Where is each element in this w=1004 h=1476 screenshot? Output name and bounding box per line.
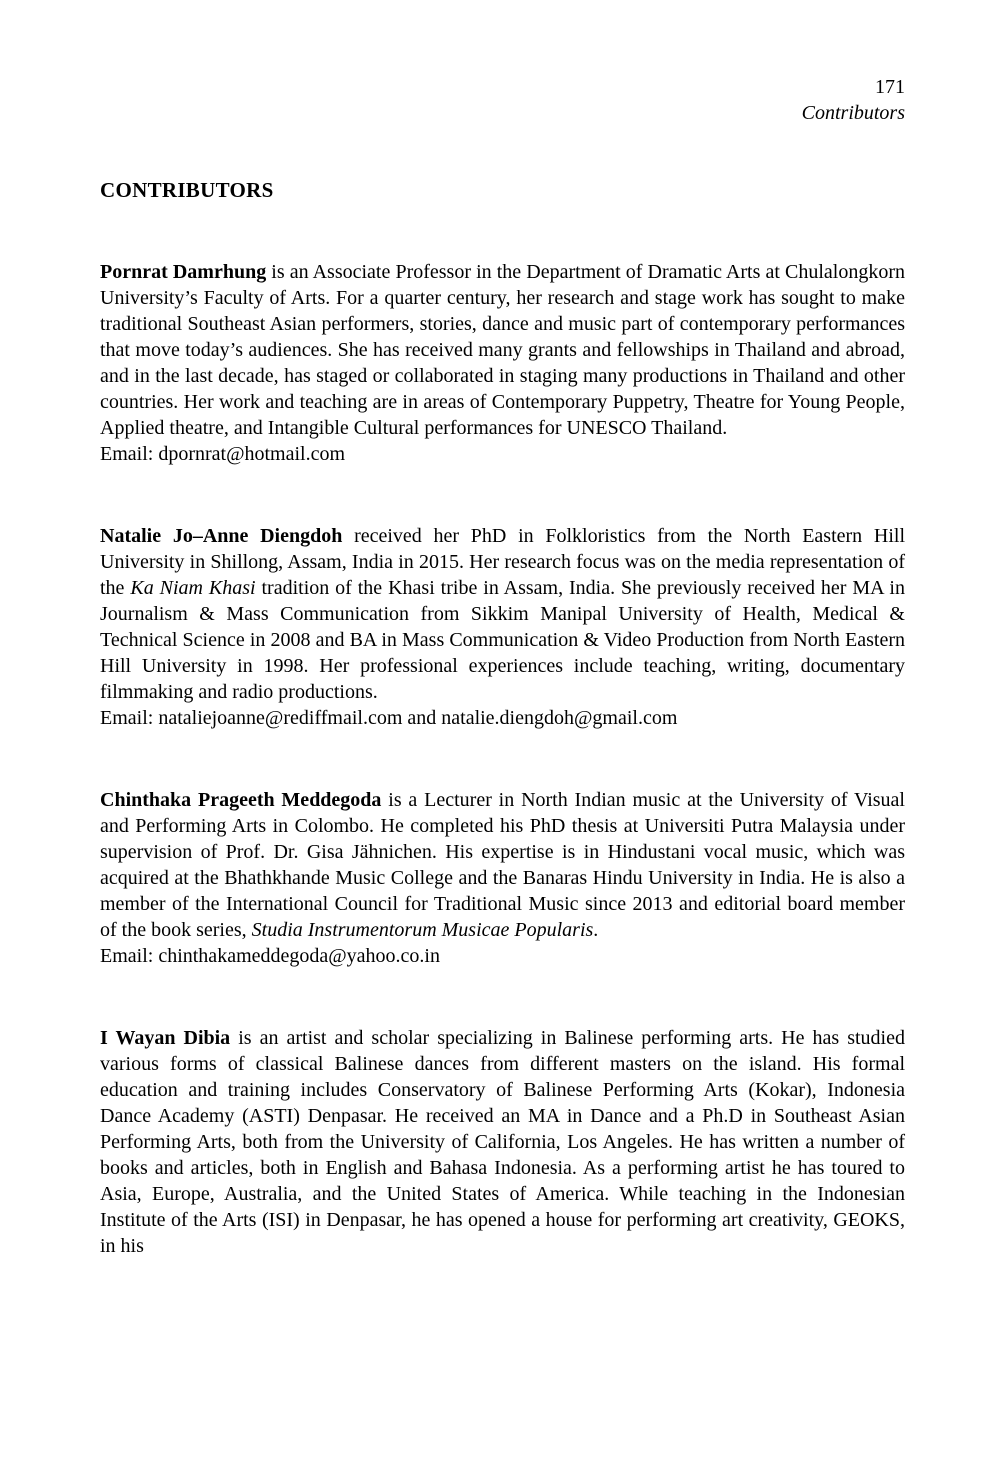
contributor-bio	[100, 523, 905, 705]
contributor-name: Natalie Jo–Anne Diengdoh	[100, 525, 343, 547]
page-number: 171	[875, 76, 905, 98]
running-title: Contributors	[801, 102, 905, 124]
contributor-entry	[100, 523, 905, 731]
page-header	[100, 74, 905, 126]
bio-text: .	[593, 919, 599, 941]
contributor-bio	[100, 1025, 905, 1259]
contributor-entry	[100, 259, 905, 467]
bio-text: tradition of the Khasi tribe in Assam, India. She previously received her MA in Journalism & Mass Communication from Sikkim Manipal University of Health, Medical & Technical Science in 2008 and BA in Mass Communication & Video Production from North Eastern Hill University in 1998. Her professional experiences include teaching, writing, documentary filmmaking and radio productions.	[100, 577, 905, 703]
contributor-bio	[100, 787, 905, 943]
contributor-email: Email: dpornrat@hotmail.com	[100, 443, 346, 465]
italic-term: Ka Niam Khasi	[130, 577, 256, 599]
contributor-name: Chinthaka Prageeth Meddegoda	[100, 789, 382, 811]
bio-text: received her PhD in Folkloristics from the North Eastern Hill University in Shillong, Assam, India in 2015. Her research focus was on the media representation of the	[100, 525, 906, 599]
bio-text: is an artist and scholar specializing in Balinese performing arts. He has studied various forms of classical Balinese dances from different masters on the island. His formal education and training includes Conservatory of Balinese Performing Arts (Kokar), Indonesia Dance Academy (ASTI) Denpasar. He received an MA in Dance and a Ph.D in Southeast Asian Performing Arts, both from the University of California, Los Angeles. He has written a number of books and articles, both in English and Bahasa Indonesia. As a performing artist he has toured to Asia, Europe, Australia, and the United States of America. While teaching in the Indonesian Institute of the Arts (ISI) in Denpasar, he has opened a house for performing art creativity, GEOKS, in his	[100, 1027, 905, 1257]
contributor-bio	[100, 259, 905, 441]
contributor-name: I Wayan Dibia	[100, 1027, 231, 1049]
bio-text: is a Lecturer in North Indian music at the University of Visual and Performing Arts in Colombo. He completed his PhD thesis at Universiti Putra Malaysia under supervision of Prof. Dr. Gisa Jähnichen. His expertise is in Hindustani vocal music, which was acquired at the Bhathkhande Music College and the Banaras Hindu University in India. He is also a member of the International Council for Traditional Music since 2013 and editorial board member of the book series,	[100, 789, 905, 941]
contributor-email: Email: nataliejoanne@rediffmail.com and natalie.diengdoh@gmail.com	[100, 707, 678, 729]
contributor-entry	[100, 1025, 905, 1259]
contributor-email: Email: chinthakameddegoda@yahoo.co.in	[100, 945, 440, 967]
contributor-entry	[100, 787, 905, 969]
contributor-name: Pornrat Damrhung	[100, 261, 267, 283]
italic-book-series-title: Studia Instrumentorum Musicae Popularis	[251, 919, 594, 941]
bio-text: is an Associate Professor in the Department of Dramatic Arts at Chulalongkorn University’s Faculty of Arts. For a quarter century, her research and stage work has sought to make traditional Southeast Asian performers, stories, dance and music part of contemporary performances that move today’s audiences. She has received many grants and fellowships in Thailand and abroad, and in the last decade, has staged or collaborated in staging many productions in Thailand and other countries. Her work and teaching are in areas of Contemporary Puppetry, Theatre for Young People, Applied theatre, and Intangible Cultural performances for UNESCO Thailand.	[100, 261, 905, 439]
section-heading: CONTRIBUTORS	[100, 178, 274, 202]
